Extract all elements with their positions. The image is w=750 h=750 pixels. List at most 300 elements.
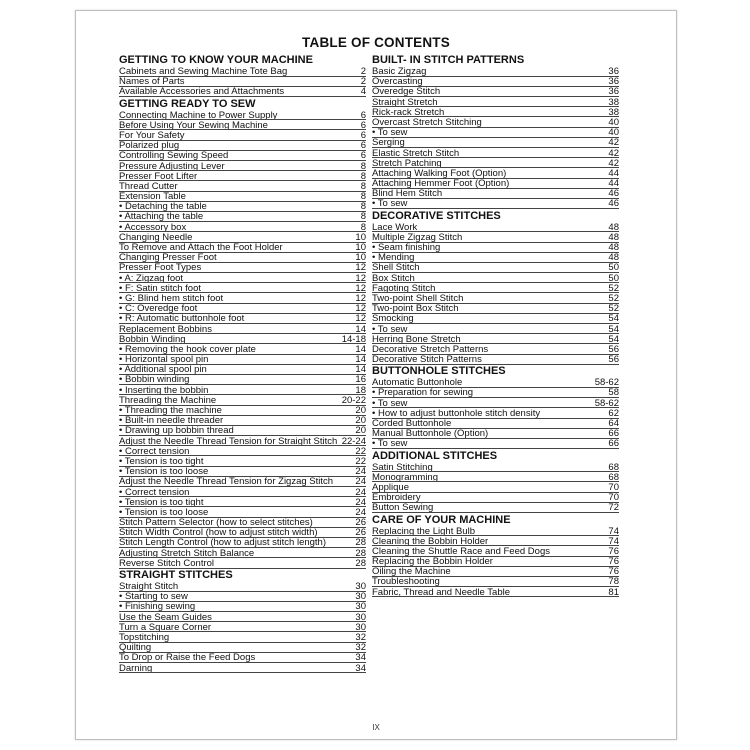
page-title: TABLE OF CONTENTS xyxy=(302,35,450,50)
toc-entry-label: Multiple Zigzag Stitch xyxy=(372,232,463,243)
toc-entry-label: Presser Foot Lifter xyxy=(119,171,198,182)
toc-entry xyxy=(119,396,366,406)
toc-entry xyxy=(119,582,366,592)
toc-entry-page: 8 xyxy=(360,222,366,233)
toc-entry-label: • Detaching the table xyxy=(119,202,207,213)
toc-entry xyxy=(372,429,619,439)
toc-entry-page: 8 xyxy=(360,171,366,182)
toc-entry xyxy=(372,355,619,365)
toc-entry-page: 2 xyxy=(360,77,366,88)
toc-entry-page: 52 xyxy=(608,293,619,304)
toc-entry xyxy=(372,87,619,97)
toc-entry-page: 24 xyxy=(355,467,366,478)
toc-entry xyxy=(119,284,366,294)
toc-entry-label: Before Using Your Sewing Machine xyxy=(119,120,268,131)
toc-entry-page: 4 xyxy=(360,87,366,98)
toc-entry-label: • Tension is too tight xyxy=(119,456,204,467)
toc-entry xyxy=(119,304,366,314)
toc-entry-page: 34 xyxy=(355,663,366,674)
toc-entry xyxy=(119,592,366,602)
toc-entry-label: • Finishing sewing xyxy=(119,602,196,613)
toc-entry-page: 40 xyxy=(608,117,619,128)
toc-entry-page: 76 xyxy=(608,546,619,557)
toc-entry xyxy=(119,243,366,253)
toc-entry-label: Corded Buttonhole xyxy=(372,419,452,429)
toc-entry xyxy=(372,274,619,284)
toc-entry xyxy=(119,467,366,477)
toc-entry xyxy=(372,67,619,77)
toc-entry-label: • G: Blind hem stitch foot xyxy=(119,293,224,304)
toc-entry xyxy=(119,131,366,141)
toc-entry xyxy=(119,447,366,457)
toc-entry xyxy=(119,335,366,345)
toc-entry-label: Smocking xyxy=(372,314,414,325)
toc-entry-label: • Built-in needle threader xyxy=(119,416,224,427)
toc-entry-page: 14-18 xyxy=(341,334,366,345)
toc-entry-page: 30 xyxy=(355,612,366,623)
toc-entry xyxy=(119,406,366,416)
toc-entry-label: Decorative Stretch Patterns xyxy=(372,344,489,355)
toc-entry xyxy=(372,527,619,537)
toc-entry xyxy=(119,488,366,498)
toc-entry-page: 30 xyxy=(355,602,366,613)
toc-entry xyxy=(119,192,366,202)
toc-entry-page: 54 xyxy=(608,324,619,335)
toc-entry-label: • Horizontal spool pin xyxy=(119,355,209,366)
toc-entry-label: Oiling the Machine xyxy=(372,567,451,578)
toc-entry xyxy=(372,345,619,355)
toc-entry-page: 16 xyxy=(355,375,366,386)
page-number: IX xyxy=(372,723,380,732)
toc-entry-page: 18 xyxy=(355,385,366,396)
toc-entry xyxy=(372,77,619,87)
toc-entry xyxy=(119,121,366,131)
toc-entry-page: 28 xyxy=(355,558,366,569)
toc-entry xyxy=(119,253,366,263)
toc-entry xyxy=(119,77,366,87)
toc-entry-label: • Threading the machine xyxy=(119,406,222,416)
toc-entry-label: Adjusting Stretch Stitch Balance xyxy=(119,548,255,559)
toc-entry-page: 22 xyxy=(355,446,366,457)
toc-entry xyxy=(372,314,619,324)
toc-entry-page: 8 xyxy=(360,212,366,223)
toc-entry-label: Basic Zigzag xyxy=(372,67,427,77)
toc-entry-label: Controlling Sewing Speed xyxy=(119,151,229,162)
toc-entry-label: Available Accessories and Attachments xyxy=(119,87,285,98)
toc-entry-label: • Additional spool pin xyxy=(119,365,207,376)
toc-entry-page: 24 xyxy=(355,507,366,518)
toc-entry xyxy=(372,253,619,263)
toc-entry-page: 12 xyxy=(355,314,366,325)
toc-entry xyxy=(119,477,366,487)
toc-entry-label: • Mending xyxy=(372,253,415,264)
toc-entry-label: Threading the Machine xyxy=(119,395,217,406)
toc-entry-label: Embroidery xyxy=(372,493,421,504)
toc-entry-page: 10 xyxy=(355,243,366,253)
toc-entry xyxy=(119,549,366,559)
toc-entry xyxy=(119,437,366,447)
toc-entry-page: 48 xyxy=(608,232,619,243)
section-heading: ADDITIONAL STITCHES xyxy=(372,449,498,462)
toc-entry-page: 66 xyxy=(608,439,619,450)
toc-entry-page: 14 xyxy=(355,355,366,366)
toc-entry xyxy=(372,179,619,189)
toc-entry xyxy=(119,386,366,396)
toc-entry xyxy=(372,463,619,473)
toc-entry-label: • Preparation for sewing xyxy=(372,388,474,399)
toc-entry-label: Shell Stitch xyxy=(372,263,420,274)
toc-entry-label: Blind Hem Stitch xyxy=(372,189,443,200)
toc-entry xyxy=(372,378,619,388)
section-heading: CARE OF YOUR MACHINE xyxy=(372,513,511,526)
toc-entry xyxy=(372,388,619,398)
toc-entry xyxy=(119,518,366,528)
toc-entry-label: Turn a Square Corner xyxy=(119,622,212,633)
toc-entry-page: 6 xyxy=(360,141,366,152)
toc-entry-label: Applique xyxy=(372,482,409,493)
toc-entry-page: 46 xyxy=(608,199,619,210)
toc-entry xyxy=(119,233,366,243)
section-heading: STRAIGHT STITCHES xyxy=(119,569,233,581)
toc-entry-page: 46 xyxy=(608,189,619,200)
toc-entry-page: 68 xyxy=(608,472,619,483)
toc-entry-page: 74 xyxy=(608,526,619,537)
toc-entry-page: 26 xyxy=(355,528,366,539)
toc-entry-page: 12 xyxy=(355,273,366,284)
toc-entry-label: • To sew xyxy=(372,439,408,450)
toc-entry-label: • Attaching the table xyxy=(119,212,204,223)
toc-entry-page: 2 xyxy=(360,67,366,77)
toc-entry xyxy=(372,284,619,294)
toc-entry xyxy=(119,274,366,284)
toc-entry-page: 48 xyxy=(608,243,619,253)
toc-entry xyxy=(119,633,366,643)
toc-entry-page: 44 xyxy=(608,179,619,190)
toc-entry-label: Satin Stitching xyxy=(372,462,433,473)
toc-entry-label: • Correct tension xyxy=(119,446,190,457)
toc-entry-page: 38 xyxy=(608,107,619,118)
toc-entry-label: Straight Stretch xyxy=(372,97,438,108)
toc-entry-label: • To sew xyxy=(372,128,408,139)
toc-entry xyxy=(119,172,366,182)
toc-entry-label: Replacing the Light Bulb xyxy=(372,526,475,537)
toc-entry-page: 8 xyxy=(360,192,366,203)
toc-entry-label: For Your Safety xyxy=(119,130,185,141)
toc-entry-label: Replacement Bobbins xyxy=(119,324,212,335)
toc-entry-page: 42 xyxy=(608,148,619,159)
toc-entry-label: Herring Bone Stretch xyxy=(372,334,461,345)
toc-entry xyxy=(372,159,619,169)
toc-entry-label: Connecting Machine to Power Supply xyxy=(119,110,278,121)
toc-entry-page: 36 xyxy=(608,87,619,98)
toc-entry xyxy=(119,325,366,335)
section-heading: GETTING READY TO SEW xyxy=(119,97,256,110)
toc-entry-page: 56 xyxy=(608,344,619,355)
toc-entry xyxy=(372,304,619,314)
toc-entry-label: To Remove and Attach the Foot Holder xyxy=(119,243,283,253)
toc-entry-page: 28 xyxy=(355,548,366,559)
toc-entry-page: 36 xyxy=(608,77,619,88)
toc-entry-page: 48 xyxy=(608,222,619,233)
toc-entry xyxy=(372,399,619,409)
toc-entry-label: • To sew xyxy=(372,199,408,210)
toc-entry-page: 42 xyxy=(608,138,619,149)
toc-entry-page: 30 xyxy=(355,592,366,603)
toc-entry-label: • Inserting the bobbin xyxy=(119,385,209,396)
toc-entry-page: 24 xyxy=(355,487,366,498)
toc-entry-label: Replacing the Bobbin Holder xyxy=(372,557,493,568)
toc-entry xyxy=(372,567,619,577)
toc-entry-page: 72 xyxy=(608,503,619,514)
toc-entry xyxy=(119,664,366,674)
section-heading: BUTTONHOLE STITCHES xyxy=(372,365,506,378)
toc-entry xyxy=(372,409,619,419)
toc-entry xyxy=(372,473,619,483)
toc-entry-page: 20 xyxy=(355,416,366,427)
toc-entry-label: Overedge Stitch xyxy=(372,87,441,98)
toc-entry-label: Darning xyxy=(119,663,153,674)
toc-entry-label: Quilting xyxy=(119,643,152,654)
toc-entry xyxy=(119,538,366,548)
toc-entry-page: 42 xyxy=(608,158,619,169)
toc-entry xyxy=(372,128,619,138)
toc-entry xyxy=(119,426,366,436)
toc-entry-label: Changing Needle xyxy=(119,232,193,243)
toc-entry-label: • Drawing up bobbin thread xyxy=(119,426,234,437)
toc-entry-page: 40 xyxy=(608,128,619,139)
toc-entry-label: Names of Parts xyxy=(119,77,185,88)
toc-entry-label: Bobbin Winding xyxy=(119,334,186,345)
toc-entry-page: 12 xyxy=(355,263,366,274)
toc-entry-label: • Starting to sew xyxy=(119,592,188,603)
toc-entry-label: Fagoting Stitch xyxy=(372,283,436,294)
toc-entry-label: Polarized plug xyxy=(119,141,180,152)
toc-entry-page: 20-22 xyxy=(341,395,366,406)
toc-entry-label: • C: Overedge foot xyxy=(119,304,198,315)
toc-entry xyxy=(372,439,619,449)
toc-entry-page: 62 xyxy=(608,408,619,419)
toc-entry xyxy=(372,189,619,199)
toc-entry-page: 50 xyxy=(608,273,619,284)
toc-entry-label: • Accessory box xyxy=(119,222,187,233)
toc-entry-page: 22 xyxy=(355,456,366,467)
toc-entry-label: Button Sewing xyxy=(372,503,434,514)
toc-entry-page: 32 xyxy=(355,643,366,654)
toc-entry-page: 56 xyxy=(608,355,619,366)
toc-entry-label: • Bobbin winding xyxy=(119,375,190,386)
toc-column-left xyxy=(119,54,366,674)
toc-entry-label: Troubleshooting xyxy=(372,577,440,588)
toc-entry-label: To Drop or Raise the Feed Dogs xyxy=(119,653,256,664)
toc-entry xyxy=(372,419,619,429)
toc-entry-label: Stitch Pattern Selector (how to select stitches) xyxy=(119,518,313,529)
toc-entry-page: 32 xyxy=(355,632,366,643)
toc-entry-page: 68 xyxy=(608,462,619,473)
toc-entry-page: 74 xyxy=(608,536,619,547)
toc-entry xyxy=(119,355,366,365)
section-heading: DECORATIVE STITCHES xyxy=(372,209,501,222)
toc-entry xyxy=(119,202,366,212)
toc-entry-label: Thread Cutter xyxy=(119,181,178,192)
toc-entry xyxy=(119,162,366,172)
toc-entry xyxy=(119,653,366,663)
toc-entry xyxy=(372,537,619,547)
toc-entry xyxy=(119,457,366,467)
toc-entry xyxy=(372,98,619,108)
toc-entry-label: Adjust the Needle Thread Tension for Straight Stitch xyxy=(119,436,338,447)
toc-entry-label: Elastic Stretch Stitch xyxy=(372,148,460,159)
toc-entry xyxy=(372,233,619,243)
toc-entry-label: • To sew xyxy=(372,398,408,409)
toc-entry-label: Attaching Hemmer Foot (Option) xyxy=(372,179,510,190)
toc-entry-label: Stretch Patching xyxy=(372,158,442,169)
toc-entry-page: 6 xyxy=(360,120,366,131)
toc-entry-page: 44 xyxy=(608,168,619,179)
toc-entry-label: Adjust the Needle Thread Tension for Zigzag Stitch xyxy=(119,477,334,488)
toc-entry-label: Stitch Width Control (how to adjust stitch width) xyxy=(119,528,318,539)
toc-entry-page: 8 xyxy=(360,161,366,172)
toc-entry xyxy=(372,118,619,128)
toc-entry-label: Cleaning the Shuttle Race and Feed Dogs xyxy=(372,546,550,557)
toc-entry-page: 70 xyxy=(608,493,619,504)
section-heading: BUILT- IN STITCH PATTERNS xyxy=(372,54,525,66)
toc-entry-page: 52 xyxy=(608,283,619,294)
toc-entry xyxy=(372,588,619,598)
toc-entry xyxy=(119,559,366,569)
toc-entry-label: • To sew xyxy=(372,324,408,335)
toc-entry xyxy=(119,623,366,633)
toc-entry xyxy=(372,577,619,587)
toc-entry-page: 76 xyxy=(608,557,619,568)
toc-entry xyxy=(372,493,619,503)
toc-entry-page: 30 xyxy=(355,622,366,633)
toc-entry-label: • Tension is too loose xyxy=(119,507,209,518)
toc-entry xyxy=(119,643,366,653)
toc-entry-page: 6 xyxy=(360,110,366,121)
toc-entry-label: Rick-rack Stretch xyxy=(372,107,445,118)
toc-entry xyxy=(372,169,619,179)
toc-entry xyxy=(119,294,366,304)
toc-entry xyxy=(119,314,366,324)
toc-entry-page: 8 xyxy=(360,202,366,213)
toc-entry xyxy=(119,87,366,97)
toc-entry-label: Manual Buttonhole (Option) xyxy=(372,429,489,440)
toc-entry-label: Use the Seam Guides xyxy=(119,612,212,623)
toc-entry-page: 36 xyxy=(608,67,619,77)
toc-entry-page: 58 xyxy=(608,388,619,399)
toc-entry xyxy=(119,67,366,77)
toc-entry-label: Attaching Walking Foot (Option) xyxy=(372,168,507,179)
toc-entry-page: 10 xyxy=(355,232,366,243)
toc-entry-label: Stitch Length Control (how to adjust stitch length) xyxy=(119,538,327,549)
manual-page xyxy=(75,10,677,740)
toc-entry-page: 70 xyxy=(608,482,619,493)
toc-entry-label: • Removing the hook cover plate xyxy=(119,344,256,355)
toc-column-right xyxy=(372,54,619,598)
toc-entry xyxy=(372,138,619,148)
toc-entry-page: 24 xyxy=(355,497,366,508)
toc-entry xyxy=(372,503,619,513)
toc-entry-page: 20 xyxy=(355,426,366,437)
toc-entry-label: Straight Stitch xyxy=(119,582,179,592)
toc-entry xyxy=(372,263,619,273)
toc-entry-label: • F: Satin stitch foot xyxy=(119,283,201,294)
toc-entry-label: • How to adjust buttonhole stitch density xyxy=(372,408,541,419)
toc-entry-page: 6 xyxy=(360,151,366,162)
toc-entry-page: 10 xyxy=(355,253,366,264)
toc-entry-label: Box Stitch xyxy=(372,273,415,284)
toc-entry-page: 58-62 xyxy=(594,398,619,409)
toc-entry-page: 64 xyxy=(608,419,619,429)
toc-entry xyxy=(119,602,366,612)
toc-entry xyxy=(119,613,366,623)
toc-entry-page: 12 xyxy=(355,304,366,315)
toc-entry-label: Automatic Buttonhole xyxy=(372,378,463,389)
toc-entry-page: 58-62 xyxy=(594,378,619,389)
toc-entry-label: Changing Presser Foot xyxy=(119,253,217,264)
toc-entry-page: 78 xyxy=(608,577,619,588)
toc-entry xyxy=(372,557,619,567)
toc-entry-label: Lace Work xyxy=(372,222,418,233)
toc-entry xyxy=(119,263,366,273)
toc-entry-label: • A: Zigzag foot xyxy=(119,273,184,284)
toc-entry-label: • Correct tension xyxy=(119,487,190,498)
toc-entry-label: • Seam finishing xyxy=(372,243,441,253)
toc-entry-label: Cleaning the Bobbin Holder xyxy=(372,536,489,547)
toc-entry xyxy=(119,508,366,518)
toc-entry-label: Monogramming xyxy=(372,472,438,483)
toc-entry-page: 38 xyxy=(608,97,619,108)
toc-entry-label: Fabric, Thread and Needle Table xyxy=(372,587,511,598)
toc-entry xyxy=(372,243,619,253)
toc-entry xyxy=(119,182,366,192)
toc-entry-label: Extension Table xyxy=(119,192,186,203)
toc-entry xyxy=(372,483,619,493)
toc-entry xyxy=(119,141,366,151)
toc-entry-page: 24 xyxy=(355,477,366,488)
toc-entry xyxy=(119,223,366,233)
toc-entry xyxy=(119,528,366,538)
toc-entry-label: Pressure Adjusting Lever xyxy=(119,161,225,172)
toc-entry-page: 48 xyxy=(608,253,619,264)
toc-entry-label: • Tension is too tight xyxy=(119,497,204,508)
toc-entry-page: 52 xyxy=(608,304,619,315)
toc-entry xyxy=(372,294,619,304)
toc-entry xyxy=(372,547,619,557)
toc-entry-page: 14 xyxy=(355,365,366,376)
toc-entry-label: Serging xyxy=(372,138,405,149)
toc-entry-page: 66 xyxy=(608,429,619,440)
toc-entry-page: 20 xyxy=(355,406,366,416)
toc-entry-label: Cabinets and Sewing Machine Tote Bag xyxy=(119,67,288,77)
toc-entry-page: 8 xyxy=(360,181,366,192)
toc-entry-page: 22-24 xyxy=(341,436,366,447)
toc-entry xyxy=(119,212,366,222)
toc-entry-label: Overcasting xyxy=(372,77,423,88)
toc-entry xyxy=(119,111,366,121)
toc-entry-page: 76 xyxy=(608,567,619,578)
toc-entry-page: 12 xyxy=(355,283,366,294)
toc-entry-label: • Tension is too loose xyxy=(119,467,209,478)
section-heading: GETTING TO KNOW YOUR MACHINE xyxy=(119,54,313,66)
toc-entry xyxy=(372,149,619,159)
toc-entry xyxy=(119,345,366,355)
toc-entry-label: Topstitching xyxy=(119,632,170,643)
toc-entry xyxy=(372,223,619,233)
toc-entry-label: Overcast Stretch Stitching xyxy=(372,117,482,128)
toc-entry-page: 54 xyxy=(608,314,619,325)
toc-entry xyxy=(119,151,366,161)
